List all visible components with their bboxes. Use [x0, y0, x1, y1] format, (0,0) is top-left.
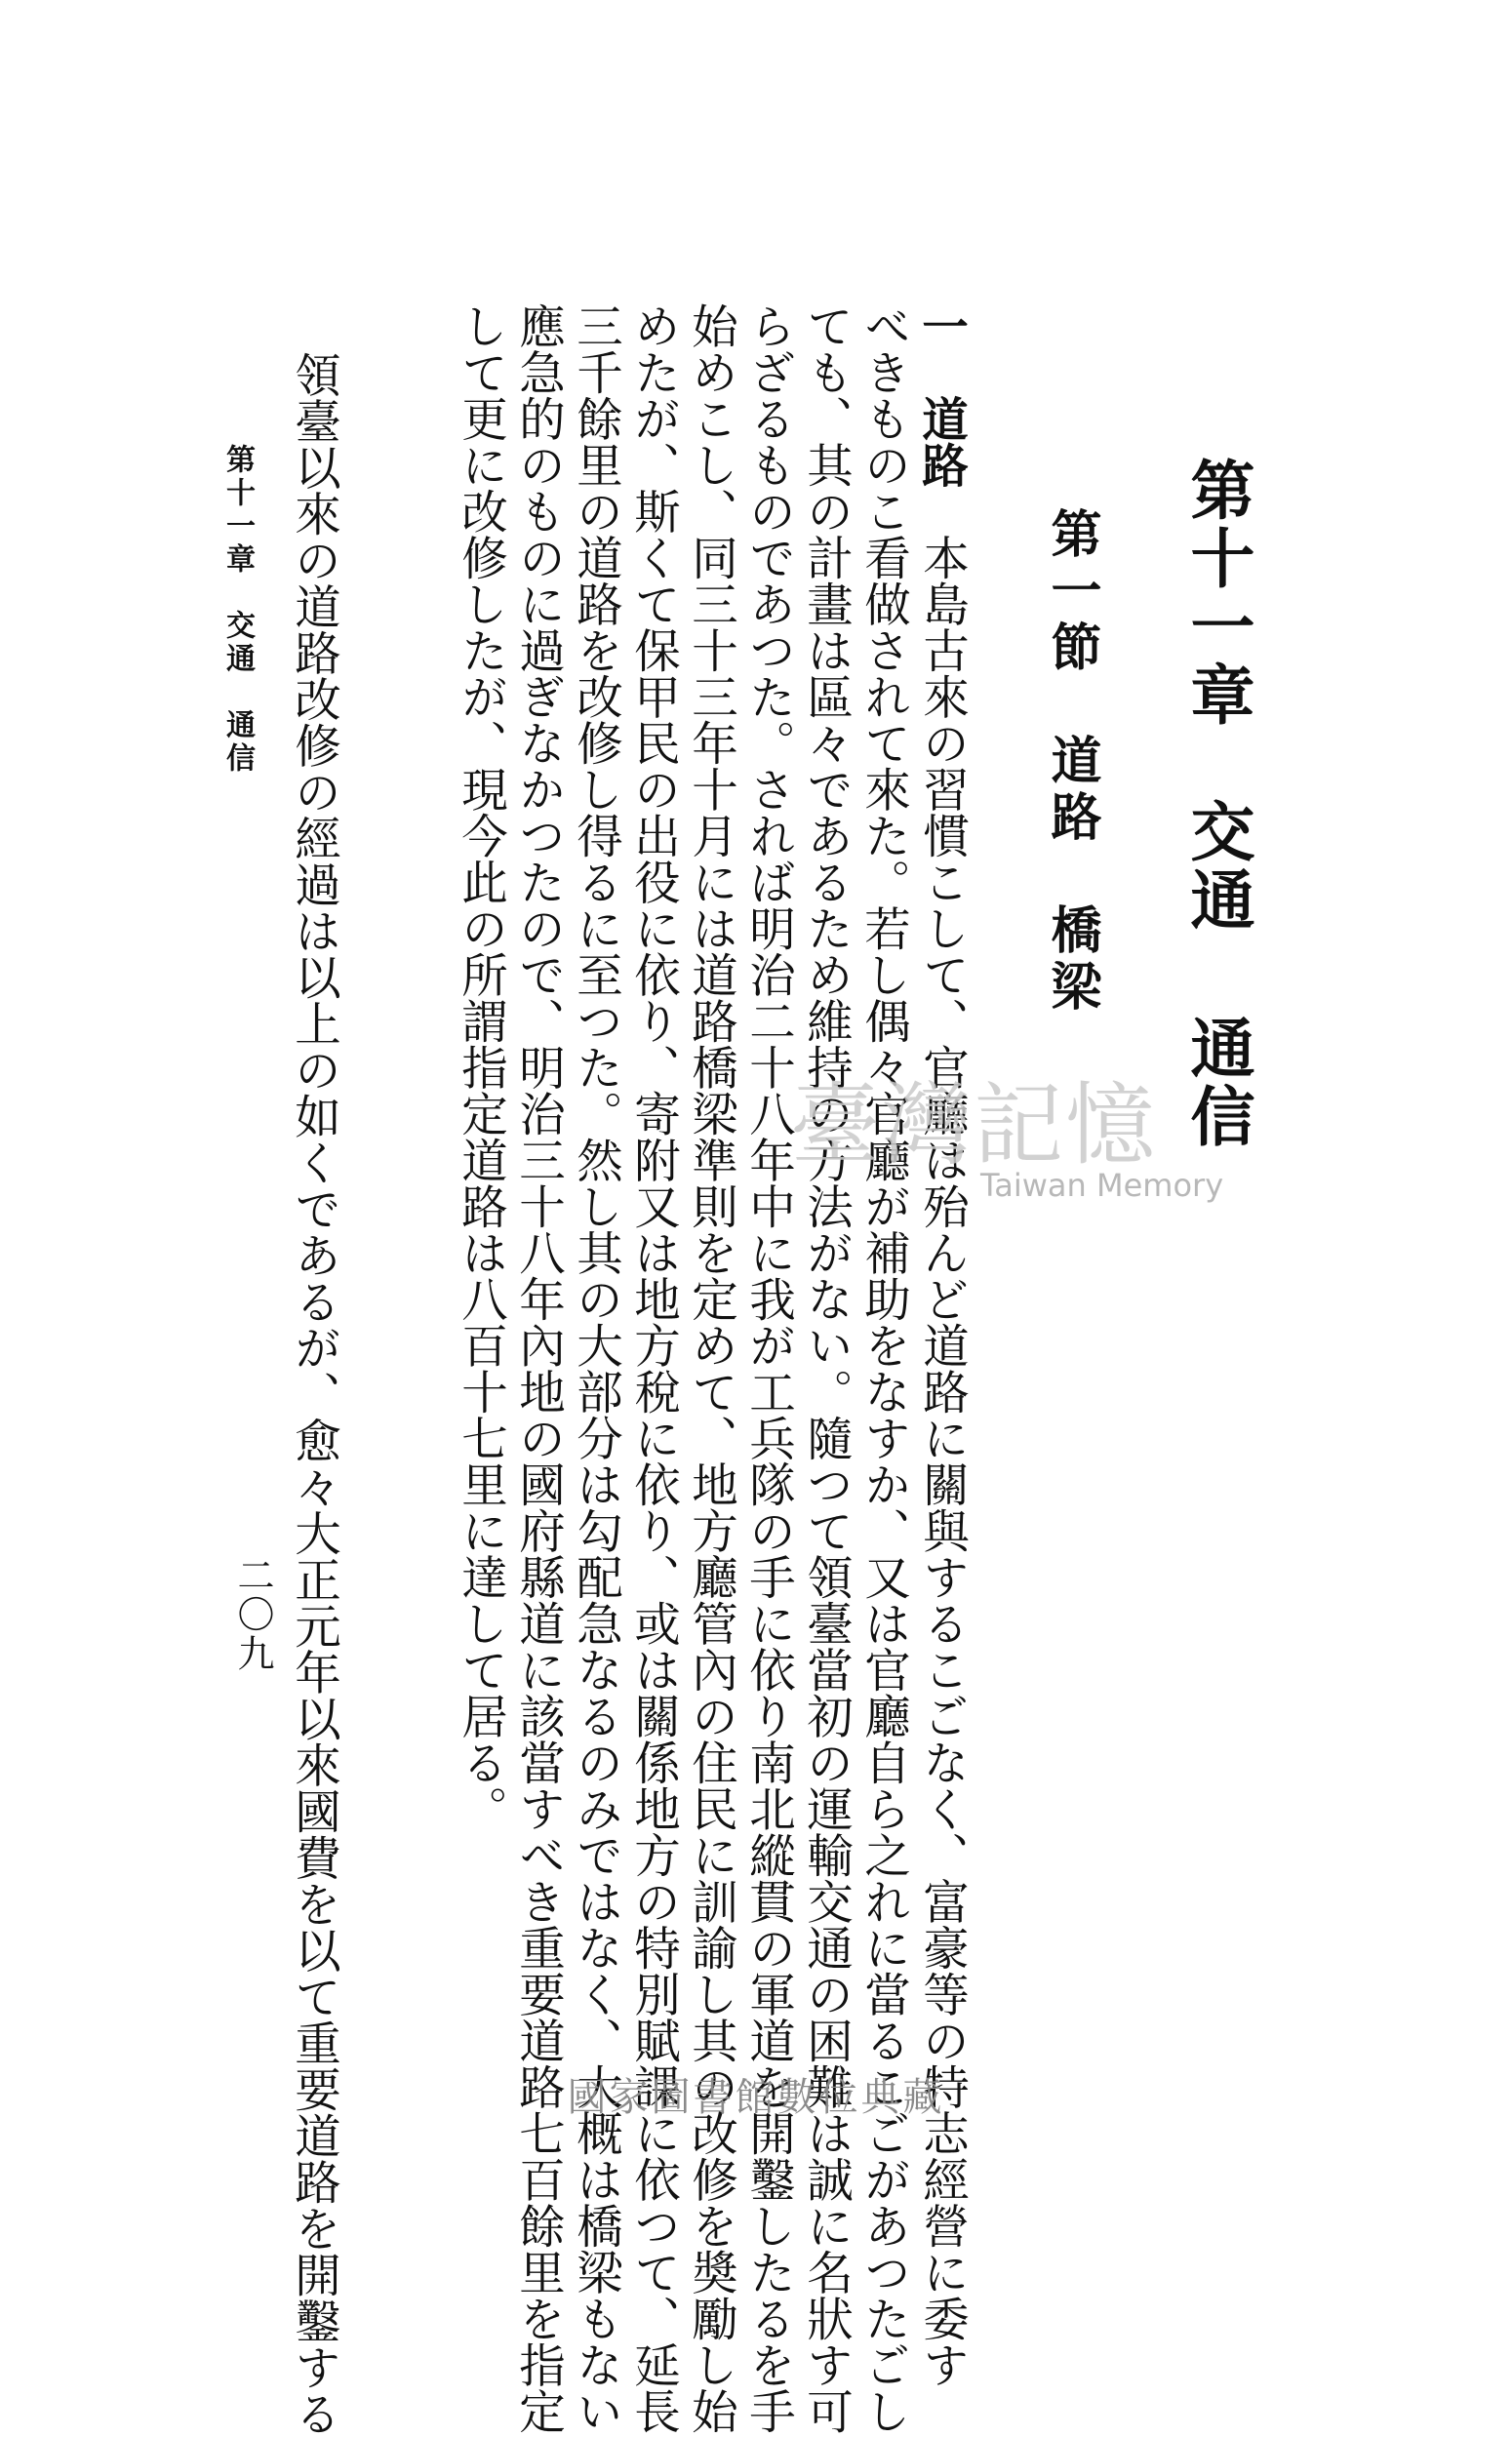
taiwan-memory-watermark [790, 1054, 1224, 1219]
body-line-8: 應急的のものに過ぎなかつたので、明治三十八年內地の國府縣道に該當すべき重要道路七百餘里を指定 [510, 302, 565, 2434]
section-title: 第一節 道路 橋梁 [1042, 507, 1101, 1017]
body-line-3: ても、其の計畫は區々であるため維持の方法がない。隨つて領臺當初の運輸交通の困難は誠に名狀す可 [798, 302, 853, 2434]
chapter-title: 第十一章 交通 通信 [1179, 457, 1255, 1151]
running-header: 第十一章 交通 通信 [220, 444, 255, 776]
body-line-6: めたが、斯くて保甲民の出役に依り、寄附又は地方稅に依り、或は關係地方の特別賦課に依つて、延長 [625, 302, 680, 2434]
body-line-5: 始めこし、同三十三年十月には道路橋梁準則を定めて、地方廳管內の住民に訓諭し其の改修を奬勵し始 [683, 302, 737, 2434]
body-line-2: べきものこ看做されて來た。若し偶々官廳が補助をなすか、又は官廳自ら之れに當るこごがあつたごし [855, 302, 910, 2434]
body-line-4: らざるものであつた。されば明治二十八年中に我が工兵隊の手に依り南北縱貫の軍道を開鑿したるを手 [740, 302, 795, 2434]
body-line-9: して更に改修したが、現今此の所謂指定道路は八百十七里に達して居る。 [453, 302, 507, 1832]
body-line-7: 三千餘里の道路を改修し得るに至つた。然し其の大部分は勾配急なるのみではなく、大概は橋梁もない [568, 302, 622, 2434]
body-line-1-text: 本島古來の習慣こして、官廳は殆んど道路に關與するこごなく、富豪等の特志經營に委す [914, 488, 969, 2388]
watermark-subtitle: Taiwan Memory [980, 1167, 1224, 1204]
paragraph-heading: 一 道路 [913, 302, 969, 488]
footer-label: 國家圖書館數位典藏 [567, 2075, 945, 2120]
page-number: 二〇九 [231, 1556, 274, 1673]
watermark-title: 臺灣記憶 [790, 1073, 1158, 1178]
body-line-10: 領臺以來の道路改修の經過は以上の如くであるが、愈々大正元年以來國費を以て重要道路を開鑿する [286, 351, 340, 2437]
